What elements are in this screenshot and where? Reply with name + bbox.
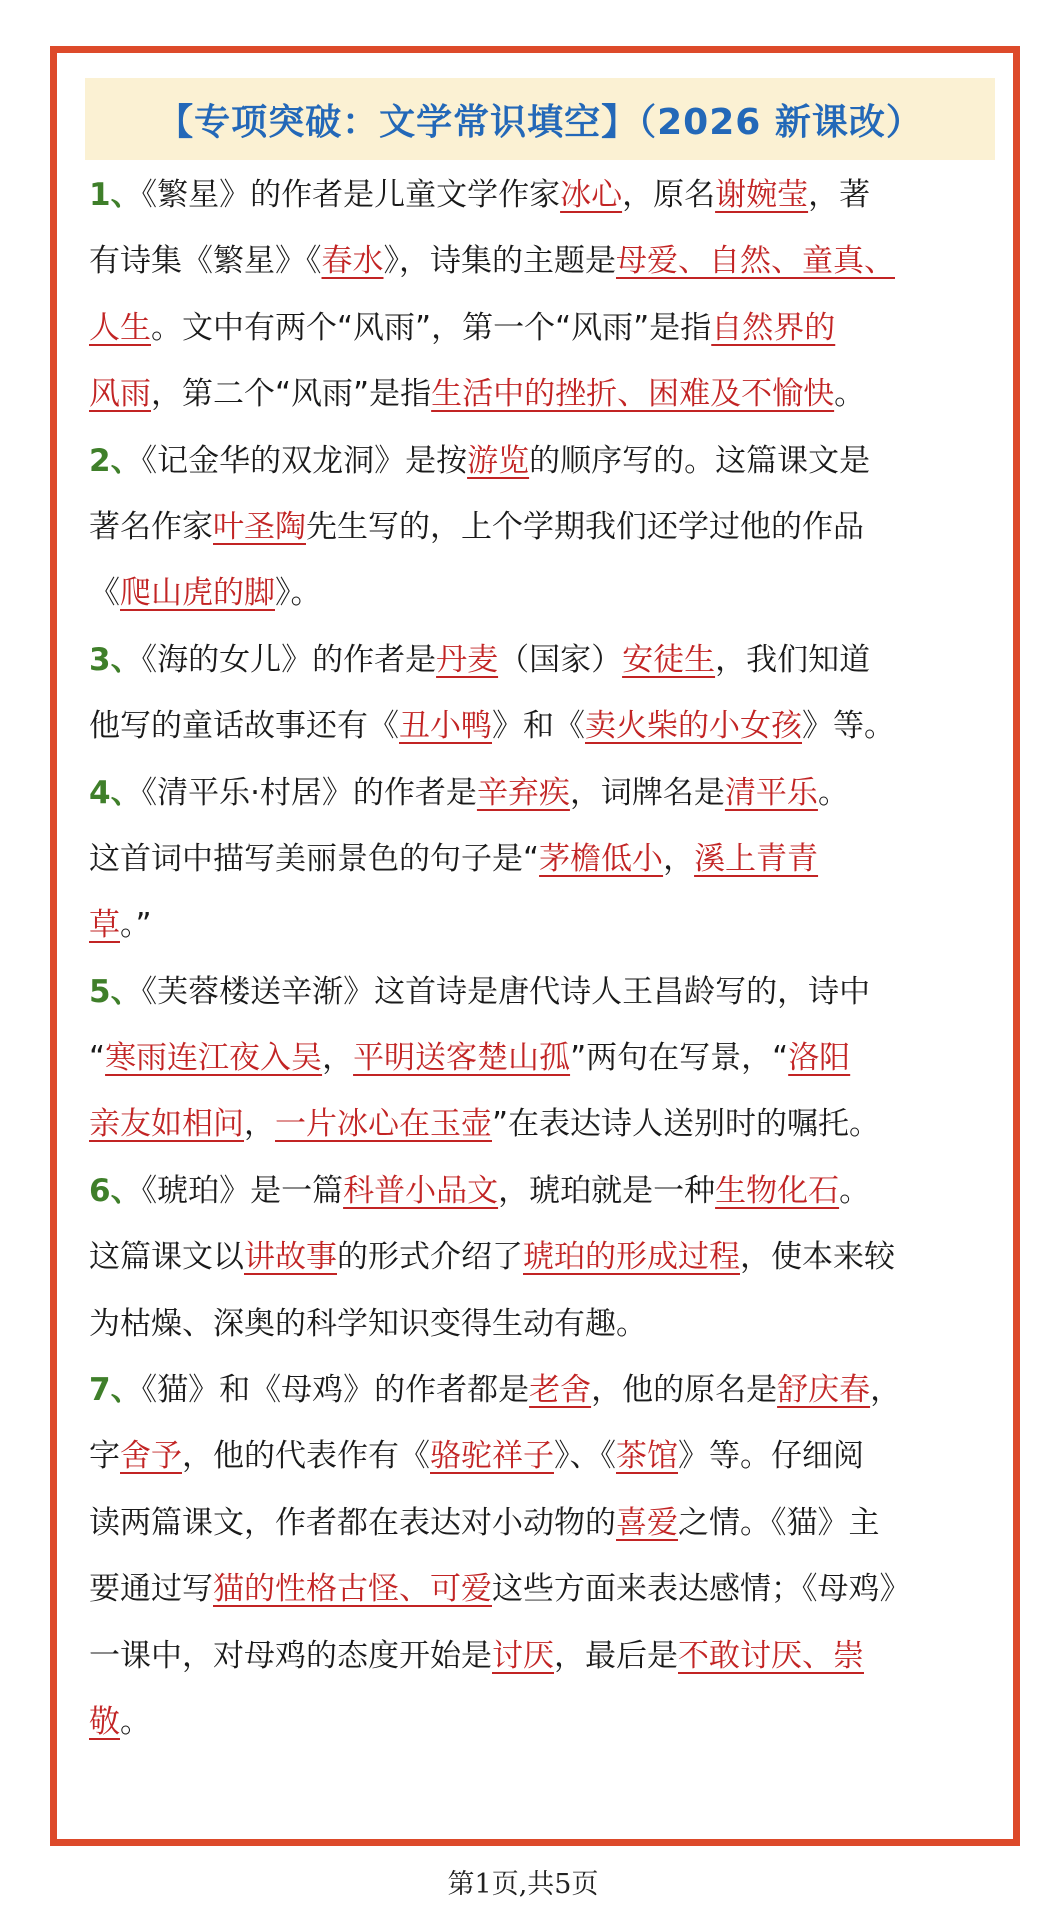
question-text: ，原名	[622, 177, 716, 213]
question-line	[89, 627, 1015, 693]
page-title: 【专项突破：文学常识填空】（2026 新课改）	[157, 101, 923, 143]
answer-blank: 生物化石	[715, 1172, 840, 1209]
answer-blank: 辛弃疾	[476, 774, 570, 811]
answer-blank: 自然界的	[711, 309, 836, 346]
question-text: 先生写的，上个学期我们还学过他的作品	[306, 508, 864, 545]
question-number: 2、	[89, 442, 142, 479]
question-item	[89, 760, 1015, 959]
question-text: 》，诗集的主题是	[383, 243, 616, 280]
question-line	[89, 1623, 1015, 1689]
question-text: 《清平乐·村居》的作者是	[141, 774, 477, 811]
question-text: 。	[839, 1172, 871, 1209]
question-text: 的形式介绍了	[337, 1239, 523, 1276]
question-line	[89, 295, 1015, 361]
question-text: ，最后是	[554, 1637, 678, 1674]
answer-blank: 风雨	[89, 376, 151, 413]
question-text: ，	[244, 1106, 275, 1143]
answer-blank: 人生	[89, 309, 151, 346]
question-line	[89, 1091, 1015, 1157]
question-line	[89, 494, 1015, 560]
question-text: 》、《	[554, 1438, 616, 1475]
question-text: 。	[817, 774, 849, 811]
question-text: （国家）	[498, 641, 623, 678]
question-line	[89, 1689, 1015, 1755]
question-text: 》和《	[492, 708, 585, 745]
answer-blank: 溪上青青	[694, 840, 819, 877]
question-text: ，使本来较	[740, 1239, 895, 1276]
answer-blank: 游览	[467, 442, 530, 479]
question-item	[89, 1357, 1015, 1755]
answer-blank: 舍予	[120, 1438, 182, 1475]
page-footer: 第1页,共5页	[447, 1869, 599, 1900]
question-number: 7、	[89, 1372, 142, 1409]
question-number: 5、	[89, 973, 142, 1010]
question-text: ，著	[808, 177, 871, 213]
question-text: ，我们知道	[715, 641, 871, 678]
question-text: ，第二个“风雨”是指	[151, 376, 432, 413]
answer-blank: 骆驼祥子	[430, 1438, 554, 1475]
question-text: 《	[89, 575, 120, 612]
question-list	[89, 162, 1015, 1755]
answer-blank: 平明送客楚山孤	[353, 1040, 571, 1077]
question-text: 著名作家	[89, 508, 213, 545]
question-item	[89, 428, 1015, 627]
question-text: 《记金华的双龙洞》是按	[141, 442, 468, 479]
question-item	[89, 627, 1015, 760]
question-text: ，	[322, 1040, 354, 1077]
answer-blank: 讨厌	[492, 1637, 554, 1674]
question-line	[89, 228, 1015, 294]
question-text: ，琥珀就是一种	[498, 1172, 716, 1209]
answer-blank: 寒雨连江夜入吴	[105, 1040, 323, 1077]
question-text: ，他的代表作有《	[182, 1438, 430, 1475]
question-number: 3、	[89, 641, 142, 678]
question-line	[89, 1556, 1015, 1622]
answer-blank: 老舍	[529, 1372, 592, 1409]
question-text: 《猫》和《母鸡》的作者都是	[141, 1372, 530, 1409]
answer-blank: 敬	[89, 1703, 120, 1740]
question-text: 这篇课文以	[89, 1239, 244, 1276]
answer-blank: 生活中的挫折、困难及不愉快	[431, 376, 835, 413]
answer-blank: 草	[89, 907, 120, 944]
answer-blank: 母爱、自然、童真、	[616, 243, 895, 280]
question-text: ，	[663, 840, 695, 877]
question-text: 》。	[275, 575, 322, 612]
question-item	[89, 959, 1015, 1158]
answer-blank: 琥珀的形成过程	[523, 1239, 740, 1276]
question-text: 这首词中描写美丽景色的句子是“	[89, 840, 540, 877]
answer-blank: 冰心	[560, 177, 623, 213]
question-line	[89, 1025, 1015, 1091]
answer-blank: 喜爱	[616, 1504, 678, 1541]
question-number: 1、	[89, 177, 142, 213]
question-text: 。”	[120, 907, 152, 944]
question-text: 有诗集《繁星》《	[89, 243, 322, 280]
answer-blank: 茶馆	[616, 1438, 678, 1475]
answer-blank: 谢婉莹	[715, 177, 809, 213]
question-text: ，词牌名是	[569, 774, 725, 811]
question-line	[89, 693, 1015, 759]
question-item	[89, 1158, 1015, 1357]
question-text: ”两句在写景，“	[570, 1040, 789, 1077]
question-line	[89, 560, 1015, 626]
question-text: 《海的女儿》的作者是	[141, 641, 437, 678]
question-text: ”在表达诗人送别时的嘱托。	[492, 1106, 881, 1143]
question-text: 》等。仔细阅	[678, 1438, 864, 1475]
question-text: 》等。	[802, 708, 895, 745]
question-text: 。文中有两个“风雨”，第一个“风雨”是指	[151, 309, 712, 346]
answer-blank: 丹麦	[436, 641, 499, 678]
question-text: 。	[834, 376, 866, 413]
answer-blank: 爬山虎的脚	[120, 575, 275, 612]
answer-blank: 茅檐低小	[539, 840, 664, 877]
question-line	[89, 1357, 1015, 1423]
answer-blank: 科普小品文	[343, 1172, 499, 1209]
title-banner	[85, 78, 995, 160]
question-line	[89, 162, 1015, 228]
question-line	[89, 361, 1015, 427]
answer-blank: 讲故事	[244, 1239, 337, 1276]
question-line	[89, 826, 1015, 892]
question-line	[89, 428, 1015, 494]
question-text: 为枯燥、深奥的科学知识变得生动有趣。	[89, 1305, 647, 1342]
question-number: 4、	[89, 774, 142, 811]
question-text: 一课中，对母鸡的态度开始是	[89, 1637, 492, 1674]
question-text: ，	[870, 1372, 902, 1409]
question-text: 的顺序写的。这篇课文是	[529, 442, 871, 479]
answer-blank: 叶圣陶	[213, 508, 306, 545]
answer-blank: 卖火柴的小女孩	[585, 708, 802, 745]
question-text: 《繁星》的作者是儿童文学作家	[141, 177, 561, 213]
question-item	[89, 162, 1015, 428]
answer-blank: 舒庆春	[777, 1372, 871, 1409]
answer-blank: 安徒生	[622, 641, 716, 678]
question-line	[89, 1291, 1015, 1357]
question-number: 6、	[89, 1172, 142, 1209]
answer-blank: 丑小鸭	[399, 708, 492, 745]
question-text: 读两篇课文，作者都在表达对小动物的	[89, 1504, 616, 1541]
question-text: 《琥珀》是一篇	[141, 1172, 344, 1209]
question-text: 字	[89, 1438, 120, 1475]
question-text: 。	[120, 1703, 151, 1740]
question-text: 《芙蓉楼送辛渐》这首诗是唐代诗人王昌龄写的，诗中	[141, 973, 871, 1010]
answer-blank: 一片冰心在玉壶	[275, 1106, 492, 1143]
question-text: 之情。《猫》主	[678, 1504, 880, 1541]
question-line	[89, 892, 1015, 958]
answer-blank: 春水	[321, 243, 384, 280]
question-line	[89, 1490, 1015, 1556]
answer-blank: 猫的性格古怪、可爱	[213, 1571, 492, 1608]
question-line	[89, 1423, 1015, 1489]
answer-blank: 清平乐	[724, 774, 818, 811]
question-line	[89, 959, 1015, 1025]
question-line	[89, 1224, 1015, 1290]
question-line	[89, 760, 1015, 826]
answer-blank: 不敢讨厌、崇	[678, 1637, 864, 1674]
question-text: 要通过写	[89, 1571, 213, 1608]
question-line	[89, 1158, 1015, 1224]
question-text: 他写的童话故事还有《	[89, 708, 399, 745]
question-text: 这些方面来表达感情；《母鸡》	[492, 1571, 911, 1608]
answer-blank: 洛阳	[788, 1040, 851, 1077]
question-text: ，他的原名是	[591, 1372, 778, 1409]
answer-blank: 亲友如相问	[89, 1106, 244, 1143]
question-text: “	[89, 1040, 106, 1077]
